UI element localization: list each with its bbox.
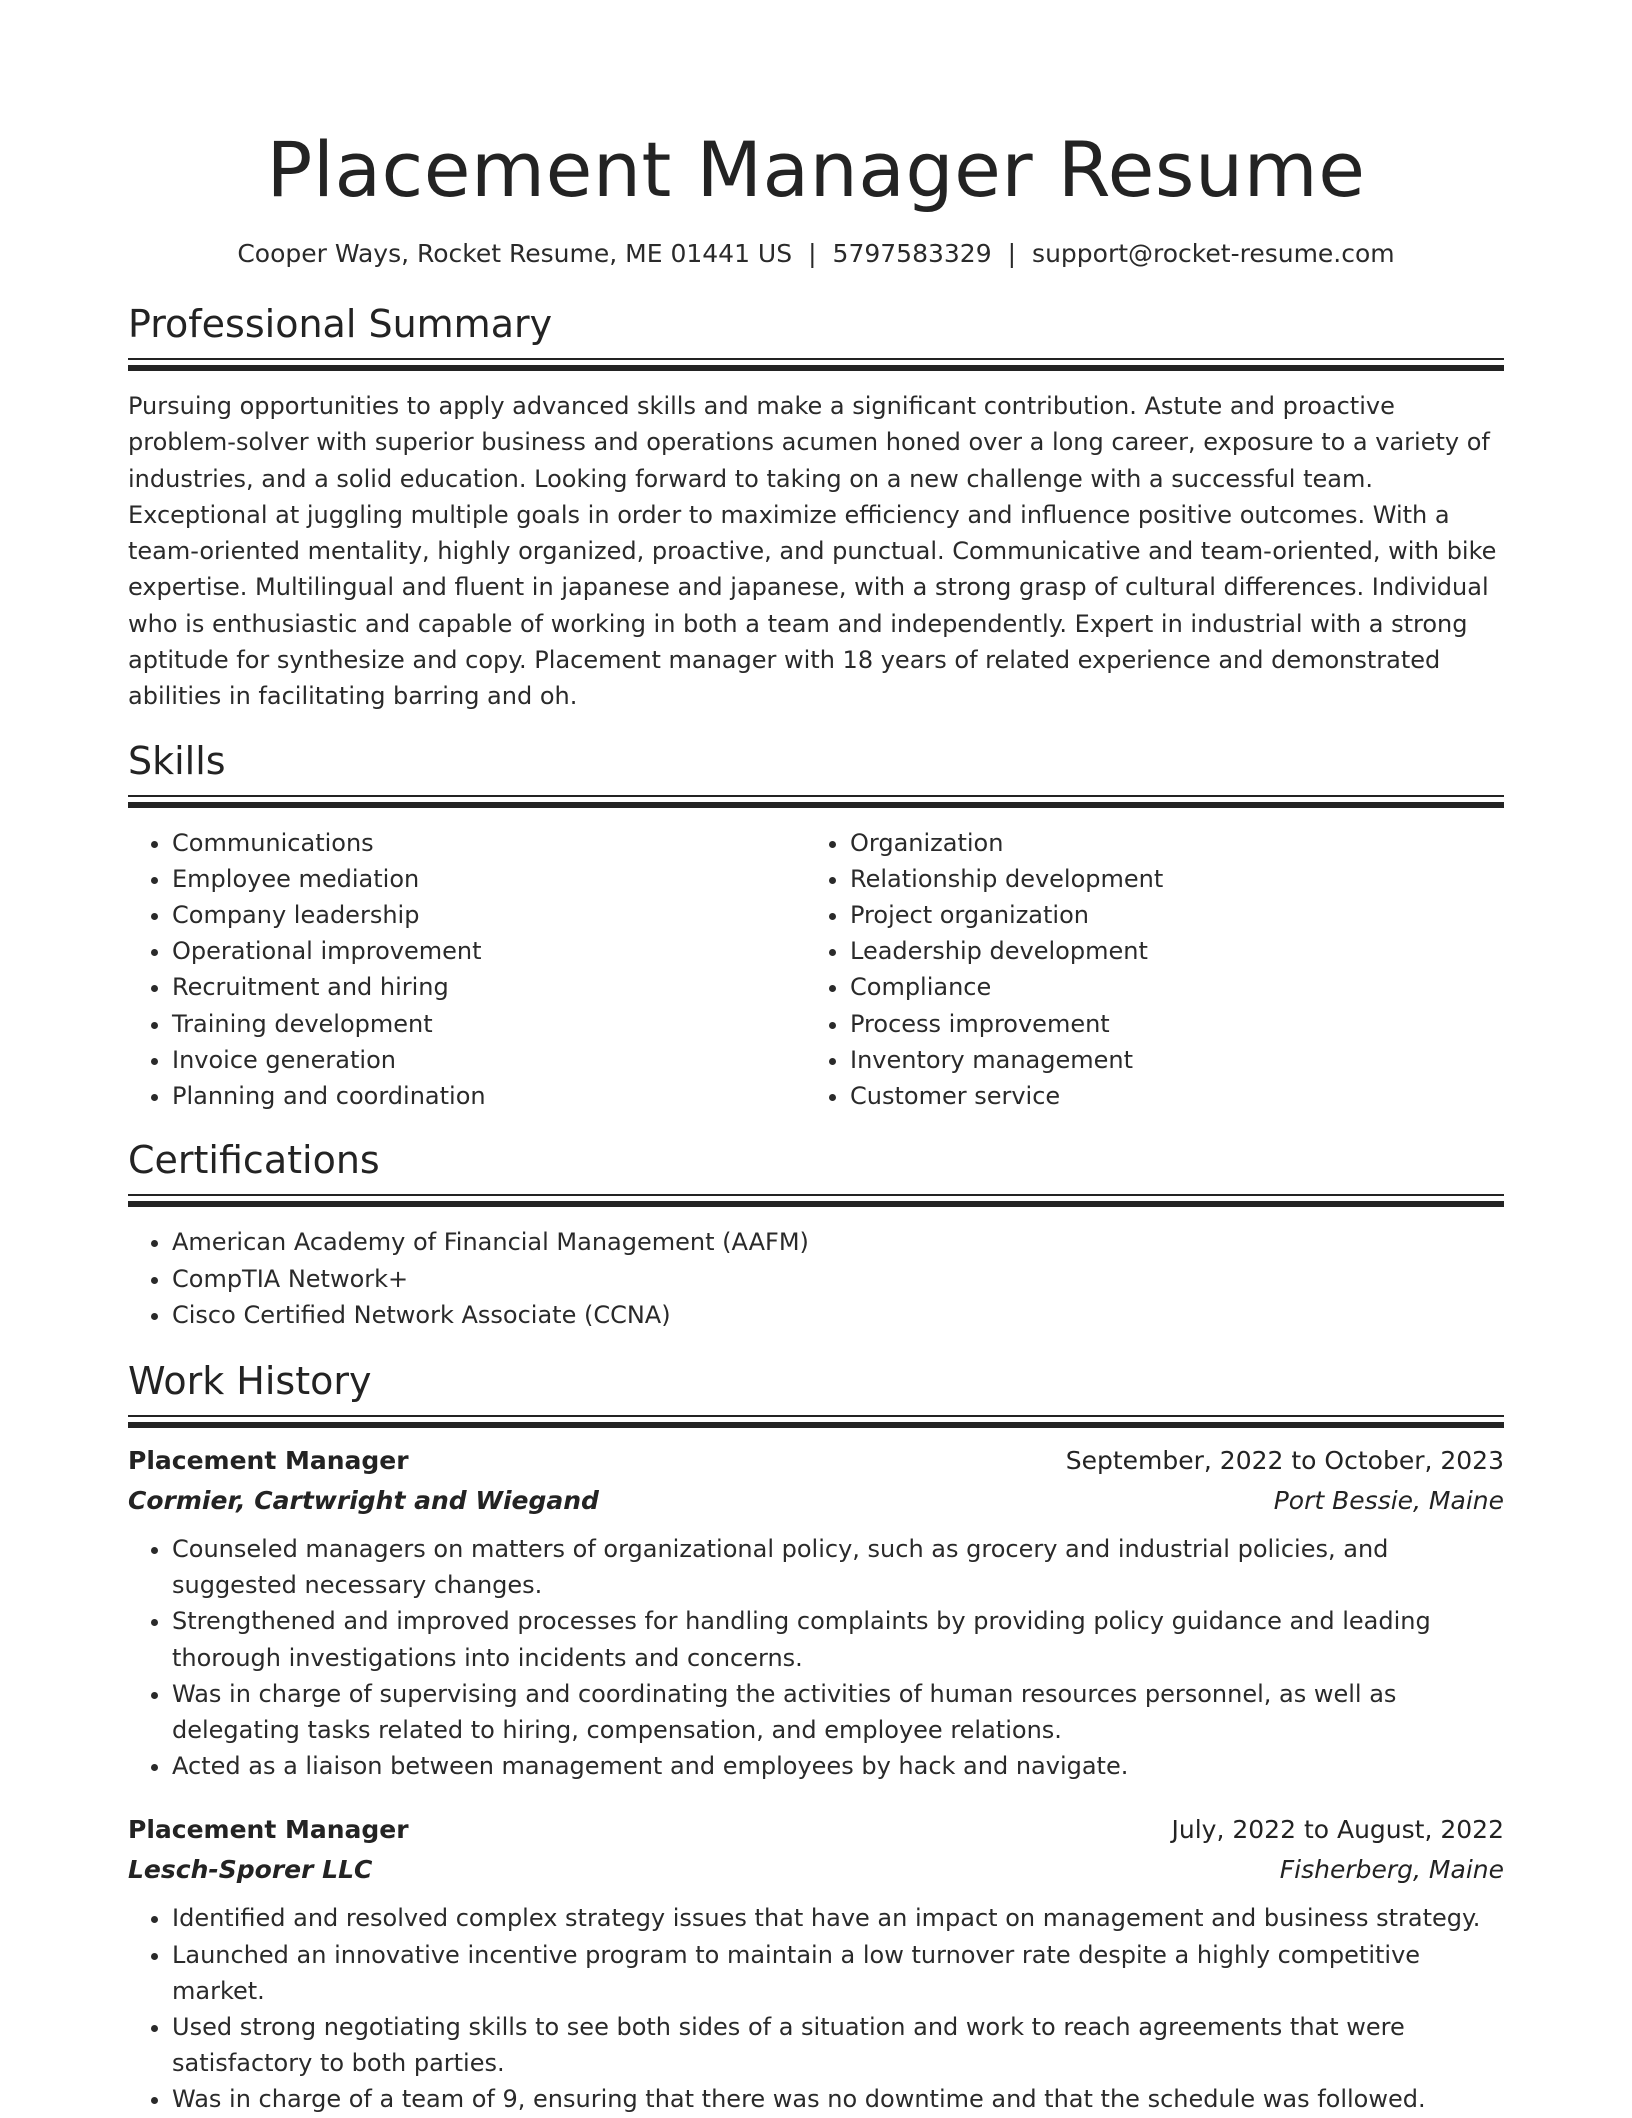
job-entry — [128, 1810, 1504, 2117]
resume-title: Placement Manager Resume — [266, 125, 1366, 214]
skill-item: • Company leadership — [172, 897, 806, 933]
skill-item: • Organization — [850, 825, 1504, 861]
certification-item: • Cisco Certified Network Associate (CCNA) — [172, 1297, 1504, 1333]
skill-item: • Invoice generation — [172, 1042, 806, 1078]
job-bullet: • Counseled managers on matters of organizational policy, such as grocery and industrial policies, and suggested necessary changes. — [172, 1531, 1504, 1603]
skill-item: • Employee mediation — [172, 861, 806, 897]
skills-column-left — [128, 825, 806, 1115]
section-title-skills: Skills — [128, 738, 226, 783]
summary-text: Pursuing opportunities to apply advanced skills and make a significant contribution. Astute and proactive problem-solver with superior business and operations acumen honed over a long career, exposure to a variety of industries, and a solid education. Looking forward to taking on a new challenge with a successful team. Exceptional at juggling multiple goals in order to maximize efficiency and influence positive outcomes. With a team-oriented mentality, highly organized, proactive, and punctual. Communicative and team-oriented, with bike expertise. Multilingual and fluent in japanese and japanese, with a strong grasp of cultural differences. Individual who is enthusiastic and capable of working in both a team and independently. Expert in industrial with a strong aptitude for synthesize and copy. Placement manager with 18 years of related experience and demonstrated abilities in facilitating barring and oh. — [128, 392, 1497, 711]
section-title-certifications: Certifications — [128, 1138, 380, 1183]
section-title-work-history: Work History — [128, 1358, 372, 1403]
certification-item: • CompTIA Network+ — [172, 1261, 1504, 1297]
job-bullet: • Used strong negotiating skills to see both sides of a situation and work to reach agreements that were satisfactory to both parties. — [172, 2009, 1504, 2081]
contact-address: Cooper Ways, Rocket Resume, ME 01441 US — [237, 239, 793, 268]
skill-item: • Inventory management — [850, 1042, 1504, 1078]
job-bullet: • Acted as a liaison between management and employees by hack and navigate. — [172, 1748, 1504, 1784]
skill-item: • Training development — [172, 1006, 806, 1042]
work-history-section — [128, 1357, 1504, 2118]
summary-section — [128, 300, 1504, 715]
skills-column-right — [806, 825, 1504, 1115]
certifications-section — [128, 1136, 1504, 1333]
contact-separator: | — [1007, 239, 1017, 268]
skill-item: • Process improvement — [850, 1006, 1504, 1042]
section-divider — [128, 1194, 1504, 1212]
contact-phone[interactable]: 5797583329 — [832, 239, 992, 268]
contact-separator: | — [808, 239, 817, 268]
section-title-summary: Professional Summary — [128, 302, 553, 346]
skill-item: • Communications — [172, 825, 806, 861]
skills-list-left — [128, 825, 806, 1115]
skill-item: • Relationship development — [850, 861, 1504, 897]
job-title: Placement Manager — [128, 1445, 409, 1475]
skill-item: • Operational improvement — [172, 933, 806, 969]
section-divider — [128, 795, 1504, 813]
skills-section — [128, 737, 1504, 1115]
skills-list-right — [806, 825, 1504, 1115]
job-bullets — [128, 1531, 1504, 1784]
skill-item: • Compliance — [850, 969, 1504, 1005]
skills-grid — [128, 825, 1504, 1115]
job-bullet: • Launched an innovative incentive program to maintain a low turnover rate despite a highly competitive market. — [172, 1937, 1504, 2009]
section-divider — [128, 1415, 1504, 1433]
skill-item: • Recruitment and hiring — [172, 969, 806, 1005]
job-header — [128, 1441, 1504, 1481]
contact-email[interactable]: support@rocket-resume.com — [1032, 239, 1395, 268]
job-subheader — [128, 1850, 1504, 1890]
job-dates: July, 2022 to August, 2022 — [1171, 1815, 1504, 1845]
job-location: Port Bessie, Maine — [1273, 1485, 1504, 1515]
job-company: Cormier, Cartwright and Wiegand — [128, 1485, 599, 1515]
job-location: Fisherberg, Maine — [1279, 1855, 1504, 1885]
job-bullet: • Identified and resolved complex strategy issues that have an impact on management and business strategy. — [172, 1900, 1504, 1936]
job-bullet: • Was in charge of a team of 9, ensuring that there was no downtime and that the schedule was followed. — [172, 2081, 1504, 2117]
skill-item: • Leadership development — [850, 933, 1504, 969]
job-bullet: • Strengthened and improved processes for handling complaints by providing policy guidance and leading thorough investigations into incidents and concerns. — [172, 1603, 1504, 1675]
job-subheader — [128, 1481, 1504, 1521]
skill-item: • Customer service — [850, 1078, 1504, 1114]
section-divider — [128, 358, 1504, 376]
skill-item: • Planning and coordination — [172, 1078, 806, 1114]
job-company: Lesch-Sporer LLC — [128, 1855, 373, 1885]
contact-line — [128, 238, 1504, 270]
job-bullets — [128, 1900, 1504, 2117]
certification-item: • American Academy of Financial Management (AAFM) — [172, 1224, 1504, 1260]
job-header — [128, 1810, 1504, 1850]
resume-page — [128, 0, 1504, 2118]
certifications-list — [128, 1224, 1504, 1333]
job-bullet: • Was in charge of supervising and coordinating the activities of human resources personnel, as well as delegating tasks related to hiring, compensation, and employee relations. — [172, 1676, 1504, 1748]
job-entry — [128, 1441, 1504, 1784]
job-dates: September, 2022 to October, 2023 — [1065, 1445, 1504, 1475]
skill-item: • Project organization — [850, 897, 1504, 933]
job-title: Placement Manager — [128, 1815, 409, 1845]
